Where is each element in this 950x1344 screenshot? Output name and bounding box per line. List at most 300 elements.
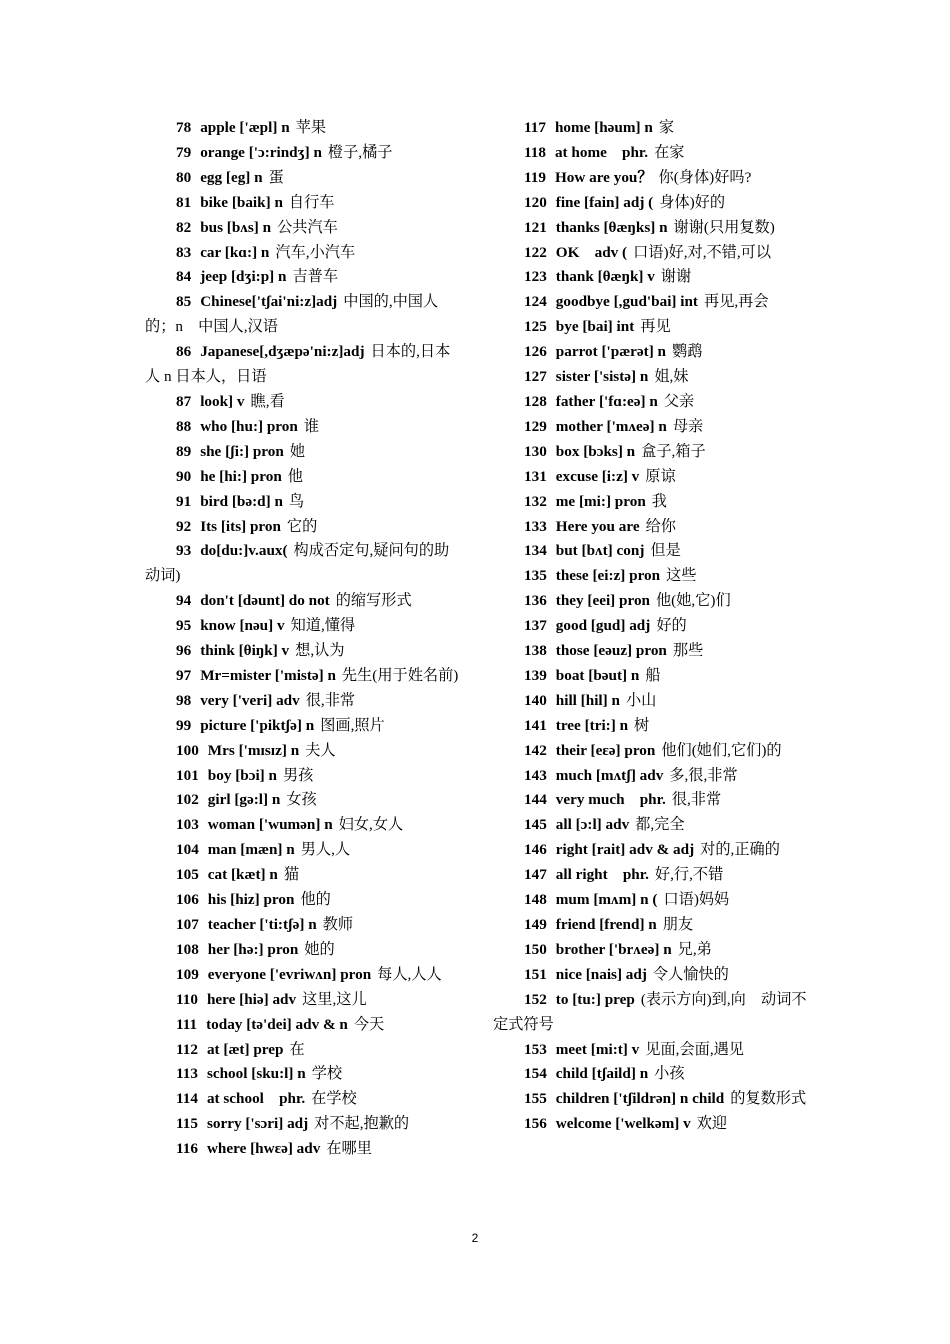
vocabulary-entry <box>493 465 815 490</box>
entry-word: think [θiŋk] v <box>200 642 290 660</box>
entry-meaning: 但是 <box>650 542 681 560</box>
entry-word: sister ['sistə] n <box>555 368 649 386</box>
entry-word: Here you are <box>555 517 640 535</box>
entry-number: 104 <box>176 841 199 859</box>
entry-number: 83 <box>176 243 192 261</box>
entry-meaning: 夫人 <box>305 741 336 759</box>
entry-number: 88 <box>176 417 192 435</box>
vocabulary-entry <box>145 838 463 863</box>
entry-meaning: 橙子,橘子 <box>327 143 393 161</box>
entry-word: at school phr. <box>206 1090 306 1108</box>
entry-word: here [hiə] adv <box>206 990 297 1008</box>
entry-number: 142 <box>524 741 547 759</box>
entry-word: Mrs ['mɪsɪz] n <box>207 741 300 759</box>
entry-word: sorry ['sɔri] adj <box>206 1115 309 1133</box>
entry-number: 98 <box>176 691 192 709</box>
vocabulary-entry <box>493 913 815 938</box>
entry-number: 101 <box>176 766 199 784</box>
entry-number: 139 <box>524 666 547 684</box>
vocabulary-entry <box>493 265 815 290</box>
entry-word: welcome ['welkəm] v <box>555 1115 691 1133</box>
entry-word: OK adv ( <box>555 243 628 261</box>
vocabulary-entry <box>493 191 815 216</box>
entry-word: boat [bəut] n <box>555 666 640 684</box>
entry-number: 126 <box>524 343 547 361</box>
vocabulary-entry <box>493 515 815 540</box>
entry-number: 82 <box>176 218 192 236</box>
entry-meaning: 口语)妈妈 <box>663 891 730 909</box>
entry-number: 99 <box>176 716 192 734</box>
entry-word: egg [eg] n <box>200 168 263 186</box>
entry-meaning: 谁 <box>303 417 319 435</box>
entry-meaning: 图画,照片 <box>320 716 385 734</box>
vocabulary-entry <box>145 938 463 963</box>
entry-word: man [mæn] n <box>207 841 295 859</box>
entry-meaning: 鸟 <box>288 492 305 510</box>
vocabulary-entry <box>145 689 463 714</box>
entry-meaning: 他(她,它)们 <box>655 592 731 610</box>
entry-number: 148 <box>524 891 547 909</box>
entry-word: woman ['wumən] n <box>207 816 333 834</box>
entry-word: Mr=mister ['mistə] n <box>200 666 336 684</box>
entry-meaning: 蛋 <box>268 168 284 186</box>
entry-word: girl [gə:l] n <box>207 791 281 809</box>
entry-meaning: 船 <box>645 666 661 684</box>
entry-meaning: 兄,弟 <box>677 940 712 958</box>
entry-meaning: 公共汽车 <box>277 218 338 236</box>
entry-meaning: 令人愉快的 <box>652 965 729 983</box>
entry-meaning: 教师 <box>322 916 354 933</box>
entry-word: her [hə:] pron <box>207 940 299 958</box>
entry-meaning: 鹦鹉 <box>672 343 703 361</box>
entry-number: 107 <box>176 916 199 933</box>
vocabulary-entry <box>145 290 463 340</box>
entry-number: 128 <box>524 392 547 410</box>
entry-number: 125 <box>524 318 547 336</box>
entry-number: 81 <box>176 193 192 211</box>
entry-meaning: 这里,这儿 <box>302 990 367 1008</box>
vocabulary-entry <box>493 564 815 589</box>
vocabulary-entry <box>145 116 463 141</box>
entry-number: 147 <box>524 866 547 884</box>
entry-number: 149 <box>524 916 547 933</box>
vocabulary-entry <box>493 315 815 340</box>
entry-meaning: 好,行,不错 <box>654 866 724 884</box>
vocabulary-entry <box>145 739 463 764</box>
entry-number: 153 <box>524 1040 547 1058</box>
vocabulary-entry <box>493 390 815 415</box>
vocabulary-entry <box>493 664 815 689</box>
vocabulary-entry <box>493 216 815 241</box>
entry-word: she [ʃi:] pron <box>200 442 284 460</box>
vocabulary-entry <box>145 415 463 440</box>
entry-meaning: 知道,懂得 <box>290 617 356 635</box>
entry-number: 113 <box>176 1065 198 1083</box>
entry-word: nice [nais] adj <box>555 965 647 983</box>
entry-word: thank [θæŋk] v <box>555 268 655 286</box>
entry-meaning: 每人,人人 <box>377 965 442 983</box>
entry-number: 111 <box>176 1015 198 1033</box>
entry-number: 110 <box>176 990 198 1008</box>
entry-number: 138 <box>524 642 547 660</box>
entry-word: very ['veri] adv <box>200 691 300 709</box>
entry-word: cat [kæt] n <box>207 866 278 884</box>
entry-number: 133 <box>524 517 547 535</box>
entry-word: know [nəu] v <box>200 617 285 635</box>
entry-word: me [mi:] pron <box>555 492 646 510</box>
vocabulary-entry <box>145 764 463 789</box>
entry-number: 154 <box>524 1065 547 1083</box>
entry-number: 90 <box>176 467 192 485</box>
entry-meaning: 的缩写形式 <box>335 592 412 610</box>
entry-number: 136 <box>524 592 547 610</box>
entry-number: 106 <box>176 891 199 909</box>
vocabulary-entry <box>493 838 815 863</box>
entry-meaning: 在学校 <box>311 1090 357 1108</box>
entry-word: good [gud] adj <box>555 617 651 635</box>
entry-number: 120 <box>524 193 547 211</box>
entry-number: 89 <box>176 442 192 460</box>
entry-word: at [æt] prep <box>206 1040 284 1058</box>
entry-word: Japanese[,dʒæpə'ni:z]adj <box>200 343 365 361</box>
vocabulary-entry <box>493 863 815 888</box>
entry-word: very much phr. <box>555 791 666 809</box>
entry-word: mum [mʌm] n ( <box>555 891 658 909</box>
entry-number: 145 <box>524 816 547 834</box>
entry-meaning: 原谅 <box>645 467 676 485</box>
entry-meaning: 父亲 <box>663 392 695 410</box>
vocabulary-entry <box>145 141 463 166</box>
entry-meaning: 那些 <box>672 642 704 660</box>
entry-number: 129 <box>524 417 547 435</box>
entry-number: 85 <box>176 293 192 311</box>
entry-meaning: 谢谢 <box>660 268 692 286</box>
vocabulary-entry <box>493 1062 815 1087</box>
entry-word: mother ['mʌeə] n <box>555 417 667 435</box>
vocabulary-entry <box>493 415 815 440</box>
entry-meaning: 他 <box>287 467 303 485</box>
entry-word: car [kɑ:] n <box>200 243 270 261</box>
entry-meaning: 母亲 <box>672 417 704 435</box>
entry-meaning: 她的 <box>304 940 335 958</box>
entry-word: Its [its] pron <box>200 517 281 535</box>
entry-word: they [eei] pron <box>555 592 650 610</box>
entry-number: 108 <box>176 940 199 958</box>
vocabulary-entry <box>145 216 463 241</box>
entry-number: 119 <box>524 168 546 186</box>
entry-number: 103 <box>176 816 199 834</box>
entry-meaning: 学校 <box>311 1065 343 1083</box>
entry-number: 84 <box>176 268 192 286</box>
entry-number: 80 <box>176 168 192 186</box>
vocabulary-entry <box>145 1087 463 1112</box>
entry-meaning: 给你 <box>645 517 676 535</box>
entry-number: 86 <box>176 343 192 361</box>
vocabulary-entry <box>145 539 463 589</box>
vocabulary-entry <box>145 515 463 540</box>
vocabulary-entry <box>145 465 463 490</box>
entry-number: 144 <box>524 791 547 809</box>
entry-number: 130 <box>524 442 547 460</box>
entry-number: 79 <box>176 143 192 161</box>
entry-number: 100 <box>176 741 199 759</box>
entry-meaning: 日本的,日本人 n 日本人，日语 <box>145 343 451 386</box>
entry-meaning: 朋友 <box>662 916 694 933</box>
entry-meaning: 她 <box>289 442 306 460</box>
entry-meaning: 盒子,箱子 <box>641 442 706 460</box>
vocabulary-entry <box>493 290 815 315</box>
entry-number: 131 <box>524 467 547 485</box>
entry-word: fine [fain] adj ( <box>555 193 654 211</box>
vocabulary-entry <box>145 614 463 639</box>
vocabulary-entry <box>145 390 463 415</box>
entry-meaning: 身体)好的 <box>659 193 726 211</box>
entry-meaning: 在家 <box>654 143 685 161</box>
entry-number: 87 <box>176 392 192 410</box>
entry-number: 155 <box>524 1090 547 1108</box>
vocabulary-entry <box>493 440 815 465</box>
vocabulary-entry <box>493 365 815 390</box>
entry-number: 146 <box>524 841 547 859</box>
entry-word: friend [frend] n <box>555 916 657 933</box>
entry-word: at home phr. <box>554 143 649 161</box>
entry-word: bus [bʌs] n <box>200 218 272 236</box>
vocabulary-entry <box>493 589 815 614</box>
entry-word: right [rait] adv & adj <box>555 841 695 859</box>
page-number: 2 <box>471 1231 479 1245</box>
entry-number: 93 <box>176 542 192 560</box>
entry-word: picture ['piktʃə] n <box>200 716 315 734</box>
entry-meaning: 都,完全 <box>635 816 685 834</box>
vocabulary-entry <box>493 714 815 739</box>
entry-number: 135 <box>524 567 547 585</box>
entry-number: 152 <box>524 990 547 1008</box>
entry-meaning: 想,认为 <box>295 642 345 660</box>
entry-meaning: 你(身体)好吗? <box>658 168 752 186</box>
entry-word: don't [dəunt] do not <box>200 592 330 610</box>
entry-number: 150 <box>524 940 547 958</box>
entry-number: 92 <box>176 517 192 535</box>
vocabulary-entry <box>145 166 463 191</box>
entry-number: 115 <box>176 1115 198 1133</box>
vocabulary-entry <box>145 788 463 813</box>
entry-meaning: 猫 <box>283 866 299 884</box>
entry-number: 105 <box>176 866 199 884</box>
vocabulary-entry <box>493 963 815 988</box>
entry-meaning: 对不起,抱歉的 <box>314 1115 410 1133</box>
entry-number: 156 <box>524 1115 547 1133</box>
entry-number: 96 <box>176 642 192 660</box>
vocabulary-entry <box>493 764 815 789</box>
vocabulary-entry <box>145 191 463 216</box>
entry-word: all [ɔ:l] adv <box>555 816 630 834</box>
entry-word: to [tu:] prep <box>555 990 635 1008</box>
entry-meaning: 对的,正确的 <box>700 841 780 859</box>
entry-meaning: 很,非常 <box>671 791 722 809</box>
entry-word: all right phr. <box>555 866 649 884</box>
entry-meaning: 在 <box>289 1040 305 1058</box>
entry-word: look] v <box>200 392 245 410</box>
entry-meaning: 再见 <box>640 318 671 336</box>
entry-word: children ['tʃildrən] n child <box>555 1090 725 1108</box>
vocabulary-entry <box>493 539 815 564</box>
vocabulary-entry <box>145 265 463 290</box>
entry-word: bird [bə:d] n <box>200 492 283 510</box>
entry-word: box [bɔks] n <box>555 442 636 460</box>
vocabulary-entry <box>145 1112 463 1137</box>
entry-meaning: 男人,人 <box>300 841 351 859</box>
entry-word: home [həum] n <box>554 119 653 136</box>
entry-meaning: 好的 <box>656 617 687 635</box>
vocabulary-entry <box>145 440 463 465</box>
entry-word: who [hu:] pron <box>200 417 298 435</box>
entry-word: boy [bɔi] n <box>207 766 277 784</box>
entry-meaning: 男孩 <box>282 766 314 784</box>
vocabulary-entry <box>145 1062 463 1087</box>
entry-number: 141 <box>524 716 547 734</box>
entry-meaning: 我 <box>651 492 667 510</box>
vocabulary-entry <box>493 141 815 166</box>
vocabulary-entry <box>145 963 463 988</box>
vocabulary-entry <box>145 490 463 515</box>
vocabulary-column-left <box>145 116 463 1162</box>
entry-meaning: 女孩 <box>286 791 317 809</box>
entry-meaning: 自行车 <box>288 193 335 211</box>
entry-number: 132 <box>524 492 547 510</box>
entry-meaning: 他的 <box>300 891 331 909</box>
entry-meaning: 的复数形式 <box>730 1090 807 1108</box>
entry-meaning: 构成否定句,疑问句的助动词) <box>145 542 450 585</box>
entry-number: 134 <box>524 542 547 560</box>
entry-number: 94 <box>176 592 192 610</box>
entry-meaning: 这些 <box>666 567 697 585</box>
entry-word: bike [baik] n <box>200 193 283 211</box>
entry-meaning: 姐,妹 <box>654 368 689 386</box>
vocabulary-entry <box>493 1087 815 1112</box>
entry-word: much [mʌtʃ] adv <box>555 766 664 784</box>
entry-number: 123 <box>524 268 547 286</box>
vocabulary-entry <box>493 614 815 639</box>
entry-meaning: 口语)好,对,不错,可以 <box>633 243 772 261</box>
entry-number: 91 <box>176 492 192 510</box>
entry-word: hill [hil] n <box>555 691 620 709</box>
entry-word: their [eɛə] pron <box>555 741 656 759</box>
entry-word: teacher ['ti:tʃə] n <box>207 916 317 933</box>
vocabulary-entry <box>493 166 815 191</box>
entry-meaning: 谢谢(只用复数) <box>673 218 775 236</box>
entry-meaning: 家 <box>658 119 675 136</box>
vocabulary-entry <box>493 116 815 141</box>
entry-word: How are you？ <box>554 168 653 186</box>
vocabulary-entry <box>145 913 463 938</box>
entry-number: 121 <box>524 218 547 236</box>
entry-word: excuse [i:z] v <box>555 467 640 485</box>
vocabulary-entry <box>493 340 815 365</box>
vocabulary-entry <box>493 490 815 515</box>
entry-meaning: (表示方向)到,向 动词不定式符号 <box>493 990 807 1033</box>
entry-word: he [hi:] pron <box>200 467 282 485</box>
vocabulary-entry <box>493 938 815 963</box>
entry-meaning: 小孩 <box>654 1065 685 1083</box>
entry-number: 109 <box>176 965 199 983</box>
vocabulary-entry <box>145 664 463 689</box>
entry-word: his [hiz] pron <box>207 891 295 909</box>
entry-word: but [bʌt] conj <box>555 542 645 560</box>
entry-meaning: 苹果 <box>295 119 327 136</box>
vocabulary-entry <box>145 813 463 838</box>
entry-meaning: 先生(用于姓名前) <box>341 666 459 684</box>
entry-word: meet [mi:t] v <box>555 1040 640 1058</box>
entry-meaning: 中国的,中国人的；n 中国人,汉语 <box>145 293 439 336</box>
entry-meaning: 今天 <box>353 1015 385 1033</box>
entry-word: Chinese['tʃai'ni:z]adj <box>200 293 338 311</box>
entry-meaning: 见面,会面,遇见 <box>645 1040 744 1058</box>
vocabulary-entry <box>493 788 815 813</box>
entry-word: today [tə'dei] adv & n <box>206 1015 348 1033</box>
entry-word: bye [bai] int <box>555 318 635 336</box>
entry-word: father ['fɑ:eə] n <box>555 392 658 410</box>
entry-number: 122 <box>524 243 547 261</box>
entry-number: 112 <box>176 1040 198 1058</box>
vocabulary-entry <box>145 1013 463 1038</box>
vocabulary-entry <box>493 888 815 913</box>
entry-word: goodbye [,gud'bai] int <box>555 293 698 311</box>
vocabulary-column-right <box>493 116 815 1137</box>
vocabulary-entry <box>493 988 815 1038</box>
entry-number: 97 <box>176 666 192 684</box>
entry-meaning: 吉普车 <box>292 268 339 286</box>
vocabulary-entry <box>145 1137 463 1162</box>
vocabulary-entry <box>145 589 463 614</box>
entry-meaning: 树 <box>634 716 650 734</box>
entry-number: 117 <box>524 119 546 136</box>
entry-word: jeep [dʒi:p] n <box>200 268 287 286</box>
entry-word: orange ['ɔ:rindʒ] n <box>200 143 322 161</box>
entry-number: 137 <box>524 617 547 635</box>
entry-meaning: 再见,再会 <box>704 293 769 311</box>
vocabulary-entry <box>145 988 463 1013</box>
vocabulary-entry <box>493 241 815 266</box>
entry-number: 78 <box>176 119 192 136</box>
entry-meaning: 瞧,看 <box>250 392 285 410</box>
entry-word: apple ['æpl] n <box>200 119 290 136</box>
vocabulary-entry <box>493 1112 815 1137</box>
entry-number: 114 <box>176 1090 198 1108</box>
entry-meaning: 很,非常 <box>305 691 356 709</box>
entry-word: brother ['brʌeə] n <box>555 940 672 958</box>
vocabulary-entry <box>145 340 463 390</box>
vocabulary-entry <box>145 1038 463 1063</box>
entry-number: 127 <box>524 368 547 386</box>
entry-meaning: 他们(她们,它们)的 <box>661 741 782 759</box>
vocabulary-entry <box>145 639 463 664</box>
vocabulary-entry <box>145 888 463 913</box>
entry-word: where [hwɛə] adv <box>206 1140 321 1158</box>
entry-meaning: 在哪里 <box>326 1140 372 1158</box>
entry-word: everyone ['evriwʌn] pron <box>207 965 372 983</box>
entry-number: 143 <box>524 766 547 784</box>
entry-word: thanks [θæŋks] n <box>555 218 668 236</box>
vocabulary-entry <box>493 739 815 764</box>
entry-number: 102 <box>176 791 199 809</box>
vocabulary-entry <box>493 1038 815 1063</box>
vocabulary-entry <box>145 863 463 888</box>
vocabulary-entry <box>493 639 815 664</box>
entry-number: 140 <box>524 691 547 709</box>
entry-word: those [eəuz] pron <box>555 642 667 660</box>
vocabulary-entry <box>493 689 815 714</box>
entry-meaning: 多,很,非常 <box>669 766 738 784</box>
